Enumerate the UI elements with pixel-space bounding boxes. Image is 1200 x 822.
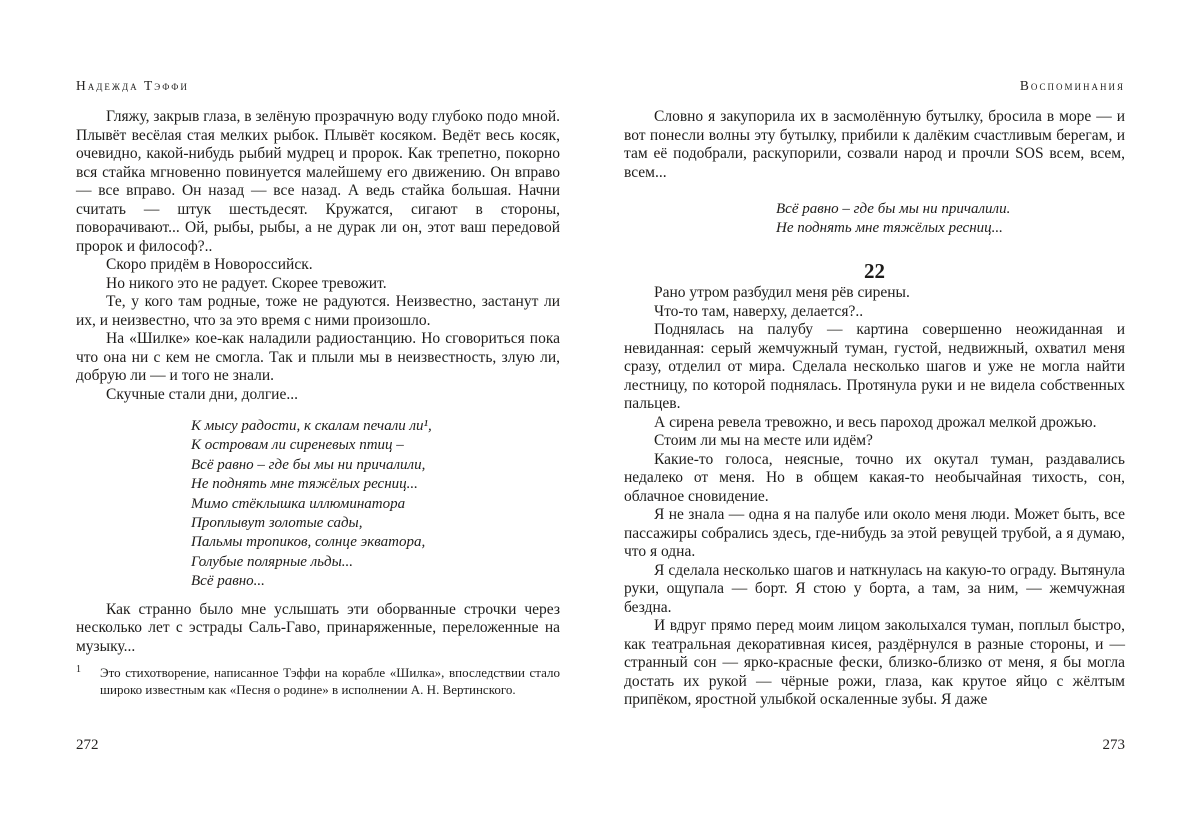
paragraph: Но никого это не радует. Скорее тревожит.	[106, 274, 387, 292]
chapter-number: 22	[864, 259, 885, 283]
paragraph: Гляжу, закрыв глаза, в зелёную прозрачную воду глубоко подо мной. Плывёт весёлая стая мелких рыбок. Плывёт косяком. Ведёт весь косяк, очевидно, какой-нибудь рыбий мудрец и пророк. Как трепетно, покорно вся стайка мгновенно повинуется малейшему его движению. Он вправо — все вправо. Он назад — все назад. А ведь стайка большая. Начни считать — штук шестьдесят. Кружатся, сигают в стороны, поворачивают... Ой, рыбы, рыбы, а не дурак ли он, этот ваш передовой пророк и философ?..	[76, 108, 560, 255]
epigraph-block	[776, 200, 1125, 238]
poem-line: Всё равно – где бы мы ни причалили,	[191, 456, 426, 473]
book-page-left	[76, 78, 560, 822]
running-head-title: Воспоминания	[1019, 78, 1125, 93]
footnote-marker: 1	[76, 664, 81, 676]
paragraph: Стоим ли мы на месте или идём?	[654, 432, 873, 449]
epigraph-line: Не поднять мне тяжёлых ресниц...	[776, 220, 1003, 236]
paragraph: Я не знала — одна я на палубе или около меня люди. Может быть, все пассажиры собрались здесь, где-нибудь за этой ревущей трубой, а я думаю, что я одна.	[624, 506, 1125, 560]
poem-line: К островам ли сиреневых птиц –	[191, 437, 404, 454]
poem-line: К мысу радости, к скалам печали ли¹,	[191, 418, 432, 434]
paragraph: Словно я закупорила их в засмолённую бутылку, бросила в море — и вот понесли волны эту бутылку, прибили к далёким счастливым берегам, и там её подобрали, раскупорили, созвали народ и прочли SOS всем, всем, всем...	[624, 108, 1125, 181]
poem-line: Пальмы тропиков, солнце экватора,	[191, 534, 426, 551]
poem-block	[76, 417, 560, 592]
footnote	[76, 664, 560, 698]
footnote-text: Это стихотворение, написанное Тэффи на корабле «Шилка», впоследствии стало широко известным как «Песня о родине» в исполнении А. Н. Вертинского.	[100, 665, 560, 698]
paragraph: Скоро придём в Новороссийск.	[106, 256, 313, 273]
paragraph: Те, у кого там родные, тоже не радуются. Неизвестно, застанут ли их, и неизвестно, что за это время с ними произошло.	[76, 293, 560, 329]
book-page-right	[624, 78, 1125, 822]
poem-line: Проплывут золотые сады,	[191, 515, 363, 532]
paragraph: И вдруг прямо перед моим лицом заколыхался туман, поплыл быстро, как театральная декоративная кисея, раздёрнулся в разные стороны, и — странный сон — ярко-красные фески, близко-близко от меня, я бы могла достать их рукой — чёрные рожи, глаза, как крутое яйцо с жёлтым припёком, яростной улыбкой оскаленные зубы. Я даже	[624, 617, 1125, 708]
page-number-left: 272	[76, 737, 99, 753]
paragraph: Я сделала несколько шагов и наткнулась на какую-то ограду. Вытянула руки, ощупала — борт. Я стою у борта, а там, за ним, — жемчужная бездна.	[624, 561, 1125, 616]
poem-line: Не поднять мне тяжёлых ресниц...	[191, 476, 418, 493]
poem-line: Мимо стёклышка иллюминатора	[191, 495, 406, 512]
paragraph: Что-то там, наверху, делается?..	[654, 302, 864, 320]
paragraph: Какие-то голоса, неясные, точно их окутал туман, раздавались недалеко от меня. Но в общем какая-то необычайная тихость, сон, облачное сновидение.	[624, 450, 1125, 505]
paragraph: На «Шилке» кое-как наладили радиостанцию. Но сговориться пока что она ни с кем не смогла. Так и плыли мы в неизвестность, злую ли, добрую ли — и того не знали.	[76, 330, 560, 384]
paragraph: Скучные стали дни, долгие...	[106, 385, 298, 403]
paragraph: Как странно было мне услышать эти оборванные строчки через несколько лет с эстрады Саль-Гаво, принаряженные, переложенные на музыку...	[76, 600, 560, 655]
epigraph-line: Всё равно – где бы мы ни причалили.	[776, 201, 1011, 217]
paragraph: Поднялась на палубу — картина совершенно неожиданная и невиданная: серый жемчужный туман, густой, недвижный, охватил меня сразу, отделил от мира. Сделала несколько шагов и уже не могла найти лестницу, по которой поднялась. Протянула руки и не видела собственных пальцев.	[624, 321, 1125, 412]
page-number-right: 273	[1102, 737, 1125, 753]
running-head-author: Надежда Тэффи	[76, 78, 189, 93]
paragraph: А сирена ревела тревожно, и весь пароход дрожал мелкой дрожью.	[654, 413, 1097, 431]
poem-line: Всё равно...	[191, 573, 265, 590]
poem-line: Голубые полярные льды...	[191, 553, 354, 570]
paragraph: Рано утром разбудил меня рёв сирены.	[654, 284, 910, 301]
